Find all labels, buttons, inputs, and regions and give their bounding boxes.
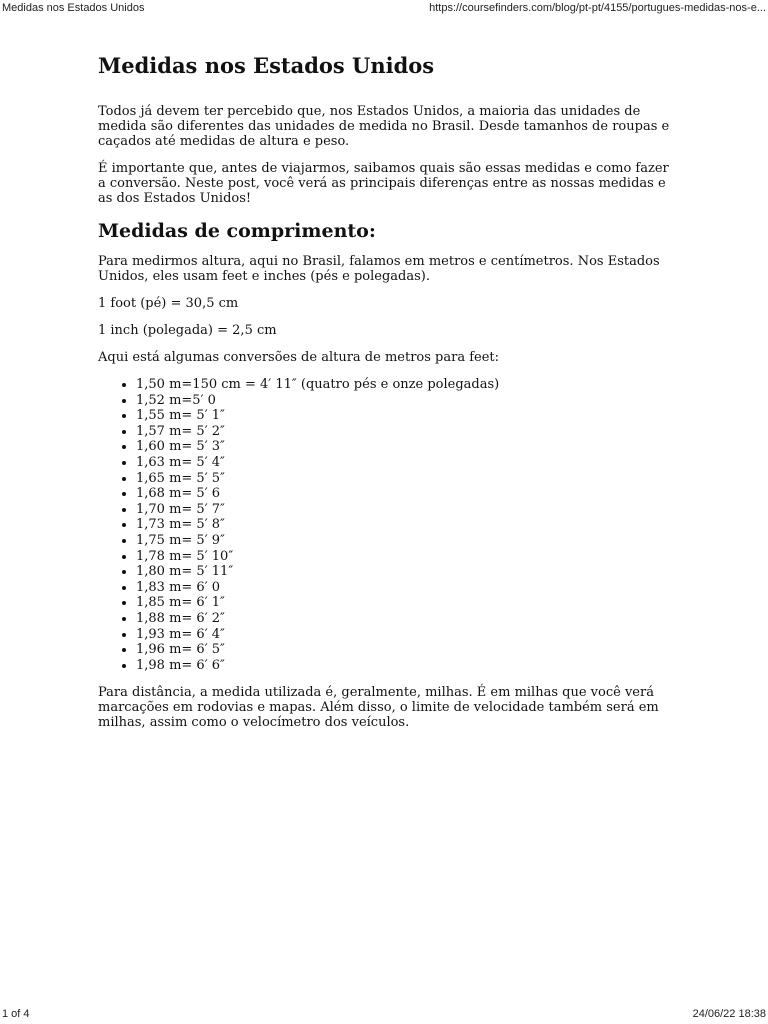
page-count: 1 of 4 <box>2 1008 30 1020</box>
print-footer <box>2 1005 766 1021</box>
list-item: • 1,78 m= 5′ 10″ <box>136 549 678 565</box>
list-item: • 1,63 m= 5′ 4″ <box>136 455 678 471</box>
list-item: • 1,75 m= 5′ 9″ <box>136 533 678 549</box>
article <box>98 52 678 742</box>
list-item: • 1,50 m=150 cm = 4′ 11″ (quatro pés e onze polegadas) <box>136 377 678 393</box>
list-item: • 1,96 m= 6′ 5″ <box>136 642 678 658</box>
intro-paragraph-2: É importante que, antes de viajarmos, saibamos quais são essas medidas e como fazer a conversão. Neste post, você verá as principais diferenças entre as nossas medidas e as dos Estados Unidos! <box>98 161 669 206</box>
article-title: Medidas nos Estados Unidos <box>98 53 435 78</box>
conversion-list <box>98 377 678 673</box>
list-item: • 1,57 m= 5′ 2″ <box>136 424 678 440</box>
list-item: • 1,73 m= 5′ 8″ <box>136 517 678 533</box>
conversions-intro: Aqui está algumas conversões de altura de metros para feet: <box>98 350 500 365</box>
section-heading: Medidas de comprimento: <box>98 220 376 242</box>
list-item: • 1,83 m= 6′ 0 <box>136 580 678 596</box>
list-item: • 1,93 m= 6′ 4″ <box>136 627 678 643</box>
list-item: • 1,88 m= 6′ 2″ <box>136 611 678 627</box>
print-header-url: https://coursefinders.com/blog/pt-pt/4155/portugues-medidas-nos-e... <box>429 2 766 14</box>
list-item: • 1,60 m= 5′ 3″ <box>136 439 678 455</box>
list-item: • 1,70 m= 5′ 7″ <box>136 502 678 518</box>
section-paragraph-1: Para medirmos altura, aqui no Brasil, falamos em metros e centímetros. Nos Estados Unidos, eles usam feet e inches (pés e polegadas). <box>98 254 660 284</box>
list-item: • 1,55 m= 5′ 1″ <box>136 408 678 424</box>
print-header <box>2 1 766 17</box>
list-item: • 1,65 m= 5′ 5″ <box>136 471 678 487</box>
inch-definition: 1 inch (polegada) = 2,5 cm <box>98 323 277 338</box>
print-date: 24/06/22 18:38 <box>692 1008 766 1020</box>
closing-paragraph: Para distância, a medida utilizada é, geralmente, milhas. É em milhas que você verá marcações em rodovias e mapas. Além disso, o limite de velocidade também será em milhas, assim como o velocímetro dos veículos. <box>98 685 659 731</box>
intro-paragraph-1: Todos já devem ter percebido que, nos Estados Unidos, a maioria das unidades de medida são diferentes das unidades de medida no Brasil. Desde tamanhos de roupas e caçados até medidas de altura e peso. <box>98 104 670 149</box>
foot-definition: 1 foot (pé) = 30,5 cm <box>98 296 239 311</box>
list-item: • 1,98 m= 6′ 6″ <box>136 658 678 674</box>
list-item: • 1,52 m=5′ 0 <box>136 393 678 409</box>
print-header-title: Medidas nos Estados Unidos <box>2 2 145 14</box>
list-item: • 1,85 m= 6′ 1″ <box>136 595 678 611</box>
list-item: • 1,80 m= 5′ 11″ <box>136 564 678 580</box>
list-item: • 1,68 m= 5′ 6 <box>136 486 678 502</box>
